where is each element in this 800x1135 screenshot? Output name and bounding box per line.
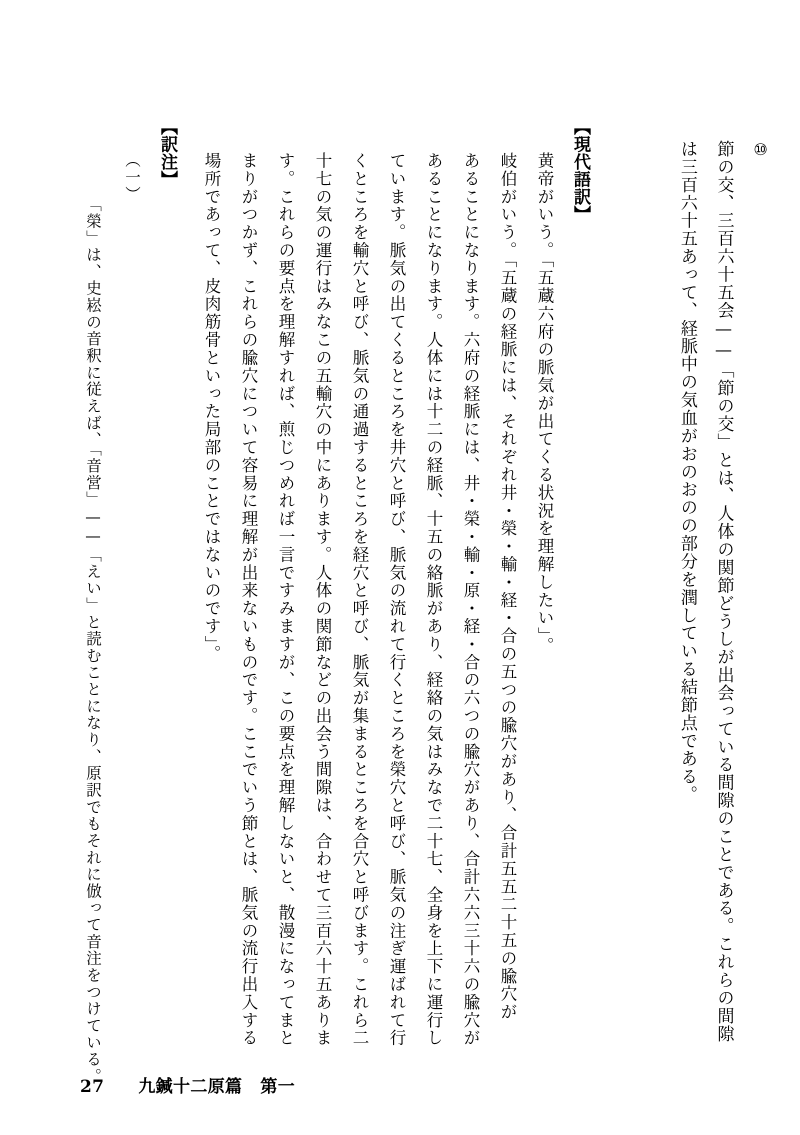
item-marker-10: ⑩ bbox=[751, 140, 770, 160]
heading-modern-translation: 【現代語訳】 bbox=[570, 118, 590, 224]
body-column-4: あることになります。人体には十二の経脈、十五の絡脈があり、経絡の気はみなで二十七、全身を上下に運行し bbox=[424, 152, 443, 1048]
quote-line-2: は三百六十五あって、経脈中の気血がおのおのの部分を潤している結節点である。 bbox=[676, 140, 697, 804]
body-column-6: くところを輸穴と呼び、脈気の通過するところを経穴と呼び、脈気が集まるところを合穴と呼びます。これら二 bbox=[350, 152, 369, 1048]
chapter-title: 九鍼十二原篇 bbox=[138, 1077, 243, 1097]
body-column-1: 黄帝がいう。「五蔵六府の脈気が出てくる状況を理解したい」。 bbox=[535, 152, 554, 655]
body-column-5: ています。脈気の出てくるところを井穴と呼び、脈気の流れて行くところを榮穴と呼び、脈気の注ぎ運ばれて行 bbox=[387, 152, 406, 1048]
body-column-3: あることになります。六府の経脈には、井・榮・輸・原・経・合の六つの腧穴があり、合計六六三十六の腧穴が bbox=[461, 152, 480, 1048]
classic-quote-block bbox=[668, 140, 778, 1043]
body-column-8: す。これらの要点を理解すれば、煎じつめれば一言ですみますが、この要点を理解しないと、散漫になってまと bbox=[276, 152, 295, 1048]
body-column-9: まりがつかず、これらの腧穴について容易に理解が出来ないものです。ここでいう節とは、脈気の流行出入する bbox=[239, 152, 258, 1048]
body-column-10: 場所であって、皮肉筋骨といった局部のことではないのです」。 bbox=[202, 152, 221, 663]
quote-line-1: 節の交、三百六十五会——「節の交」とは、人体の関節どうしが出会っている間隙のことである。これらの間隙 bbox=[713, 140, 734, 1043]
note-text-1: 「榮」は、史崧の音釈に従えば、「音営」——「えい」と読むことになり、原訳でもそれに倣って音注をつけている。 bbox=[84, 196, 102, 1085]
page-footer bbox=[80, 1072, 295, 1097]
heading-translator-notes: 【訳注】 bbox=[157, 118, 177, 189]
note-marker-1: （一） bbox=[123, 152, 141, 203]
page-number: 27 bbox=[80, 1077, 105, 1097]
chapter-number: 第一 bbox=[260, 1077, 296, 1097]
body-column-2: 岐伯がいう。「五蔵の経脈には、それぞれ井・榮・輸・経・合の五つの腧穴があり、合計五五二十五の腧穴が bbox=[498, 152, 517, 1021]
body-column-7: 十七の気の運行はみなこの五輸穴の中にあります。人体の関節などの出会う間隙は、合わせて三百六十五ありま bbox=[313, 152, 332, 1048]
